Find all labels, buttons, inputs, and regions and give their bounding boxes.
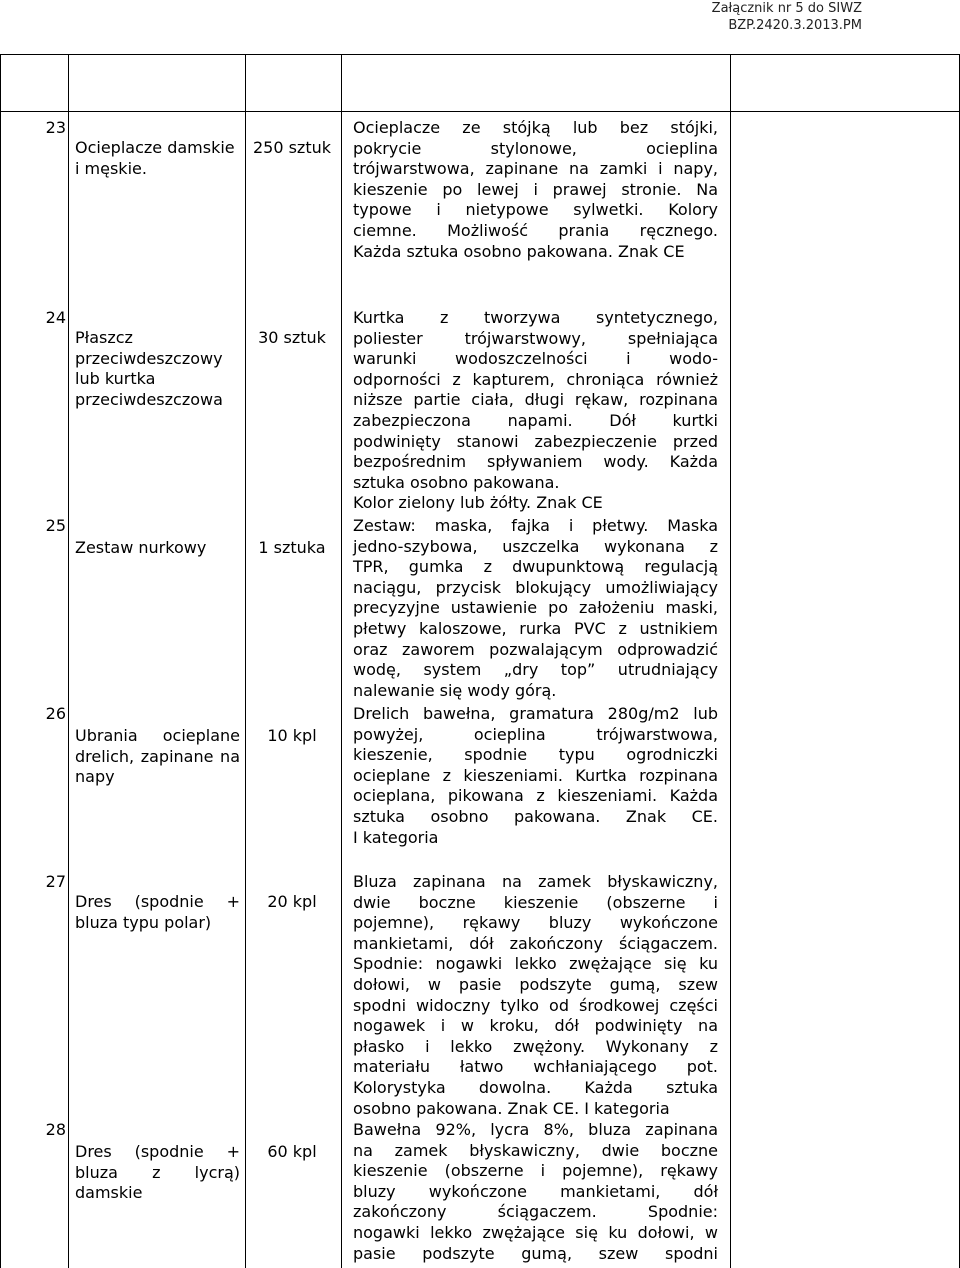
item-description: [353, 1120, 718, 1264]
reference-number: BZP.2420.3.2013.PM: [728, 18, 862, 33]
description-line: ciemne. Możliwość prania ręcznego.: [353, 220, 718, 240]
description-line: ocieplana, pikowana z kieszeniami. Każda: [353, 786, 718, 806]
description-line: Bawełna 92%, lycra 8%, bluza zapinana: [353, 1120, 718, 1139]
item-name: Dres (spodnie + bluza typu polar): [75, 892, 240, 932]
description-line: nogawki lekko zwężające się ku dołowi, w: [353, 1222, 718, 1242]
item-description: [353, 704, 718, 848]
row-number: 24: [45, 308, 66, 327]
item-quantity: 20 kpl: [267, 892, 317, 911]
description-line: sztuka osobno pakowana. Znak CE.: [353, 806, 718, 826]
description-line: pojemne), rękawy bluzy wykończone: [353, 913, 718, 933]
description-line: Ocieplacze ze stójką lub bez stójki,: [353, 118, 718, 137]
description-line: poliester trójwarstwowy, spełniająca: [353, 328, 718, 348]
item-description: [353, 118, 718, 262]
description-line: mankietami, dół zakończony ściągaczem.: [353, 933, 718, 953]
description-line: I kategoria: [353, 827, 439, 847]
row-number: 23: [45, 118, 66, 137]
description-line: Drelich bawełna, gramatura 280g/m2 lub: [353, 704, 718, 723]
document-header: [712, 0, 862, 34]
description-line: niższe partie ciała, długi rękaw, rozpinana: [353, 390, 718, 410]
item-quantity: 250 sztuk: [252, 138, 332, 157]
item-description: [353, 516, 718, 701]
description-line: zakończony ściągaczem. Spodnie:: [353, 1202, 718, 1222]
description-line: płetwy kaloszowe, rurka PVC z ustnikiem: [353, 618, 718, 638]
description-line: Zestaw: maska, fajka i płetwy. Maska: [353, 516, 718, 535]
description-line: odporności z kapturem, chroniąca również: [353, 369, 718, 389]
description-line: Bluza zapinana na zamek błyskawiczny,: [353, 872, 718, 891]
description-line: osobno pakowana. Znak CE. I kategoria: [353, 1098, 670, 1118]
item-name: Ocieplacze damskie i męskie.: [75, 138, 235, 178]
description-line: jedno-szybowa, uszczelka wykonana z: [353, 536, 718, 556]
description-line: Kolor zielony lub żółty. Znak CE: [353, 493, 603, 513]
row-number: 28: [45, 1120, 66, 1139]
description-line: Każda sztuka osobno pakowana. Znak CE: [353, 241, 685, 261]
description-line: kieszenie, spodnie typu ogrodniczki: [353, 745, 718, 765]
column-divider: [730, 54, 731, 1268]
description-line: podwinięty stanowi zabezpieczenie przed: [353, 431, 718, 451]
description-line: płasko i lekko zwężony. Wykonany z: [353, 1036, 718, 1056]
description-line: wodę, system „dry top” utrudniający: [353, 660, 718, 680]
item-quantity: 30 sztuk: [258, 328, 326, 347]
item-name: Dres (spodnie + bluza z lycrą) damskie: [75, 1142, 240, 1203]
description-line: Kolorystyka dowolna. Każda sztuka: [353, 1077, 718, 1097]
description-line: nogawek i w kroku, dół podwinięty na: [353, 1016, 718, 1036]
description-line: kieszenie po lewej i prawej stronie. Na: [353, 179, 718, 199]
column-divider: [68, 54, 69, 1268]
description-line: trójwarstwowa, zapinane na zamki i napy,: [353, 159, 718, 179]
description-line: na zamek błyskawiczny, dwie boczne: [353, 1140, 718, 1160]
item-name: Zestaw nurkowy: [75, 538, 207, 557]
description-line: kieszenie (obszerne i pojemne), rękawy: [353, 1161, 718, 1181]
description-line: TPR, gumka z dwupunktową regulacją: [353, 557, 718, 577]
description-line: materiału łatwo wchłaniającego pot.: [353, 1057, 718, 1077]
items-table: [0, 54, 960, 1268]
item-quantity: 60 kpl: [267, 1142, 317, 1161]
description-line: pokrycie stylonowe, ocieplina: [353, 138, 718, 158]
description-line: Kurtka z tworzywa syntetycznego,: [353, 308, 718, 327]
description-line: zabezpieczona napami. Dół kurtki: [353, 410, 718, 430]
column-divider: [245, 54, 246, 1268]
description-line: oraz zaworem pozwalającym odprowadzić: [353, 639, 718, 659]
item-quantity: 1 sztuka: [258, 538, 326, 557]
table-border-top: [0, 54, 960, 55]
description-line: precyzyjne ustawienie po założeniu maski,: [353, 598, 718, 618]
description-line: spodni widoczny tylko od środkowej części: [353, 995, 718, 1015]
description-line: pasie podszyte gumą, szew spodni: [353, 1243, 718, 1263]
description-line: warunki wodoszczelności i wodo-: [353, 349, 718, 369]
item-name: Płaszcz przeciwdeszczowy lub kurtka przeciwdeszczowa: [75, 328, 223, 409]
attachment-label: Załącznik nr 5 do SIWZ: [711, 1, 862, 16]
description-line: nalewanie się wody górą.: [353, 680, 557, 700]
description-line: dołowi, w pasie podszyte gumą, szew: [353, 974, 718, 994]
row-number: 27: [45, 872, 66, 891]
item-quantity: 10 kpl: [267, 726, 317, 745]
description-line: naciągu, przycisk blokujący umożliwiający: [353, 577, 718, 597]
description-line: bezpośrednim spływaniem wody. Każda: [353, 452, 718, 472]
description-line: Spodnie: nogawki lekko zwężające się ku: [353, 954, 718, 974]
row-divider: [0, 111, 960, 112]
description-line: bluzy wykończone mankietami, dół: [353, 1181, 718, 1201]
description-line: typowe i nietypowe sylwetki. Kolory: [353, 200, 718, 220]
row-number: 25: [45, 516, 66, 535]
item-description: [353, 872, 718, 1119]
table-border-left: [0, 54, 1, 1268]
description-line: ocieplane z kieszeniami. Kurtka rozpinana: [353, 765, 718, 785]
description-line: powyżej, ocieplina trójwarstwowa,: [353, 724, 718, 744]
item-name: Ubrania ocieplane drelich, zapinane na napy: [75, 726, 240, 787]
description-line: dwie boczne kieszenie (obszerne i: [353, 892, 718, 912]
row-number: 26: [45, 704, 66, 723]
description-line: sztuka osobno pakowana.: [353, 472, 560, 492]
column-divider: [341, 54, 342, 1268]
item-description: [353, 308, 718, 514]
